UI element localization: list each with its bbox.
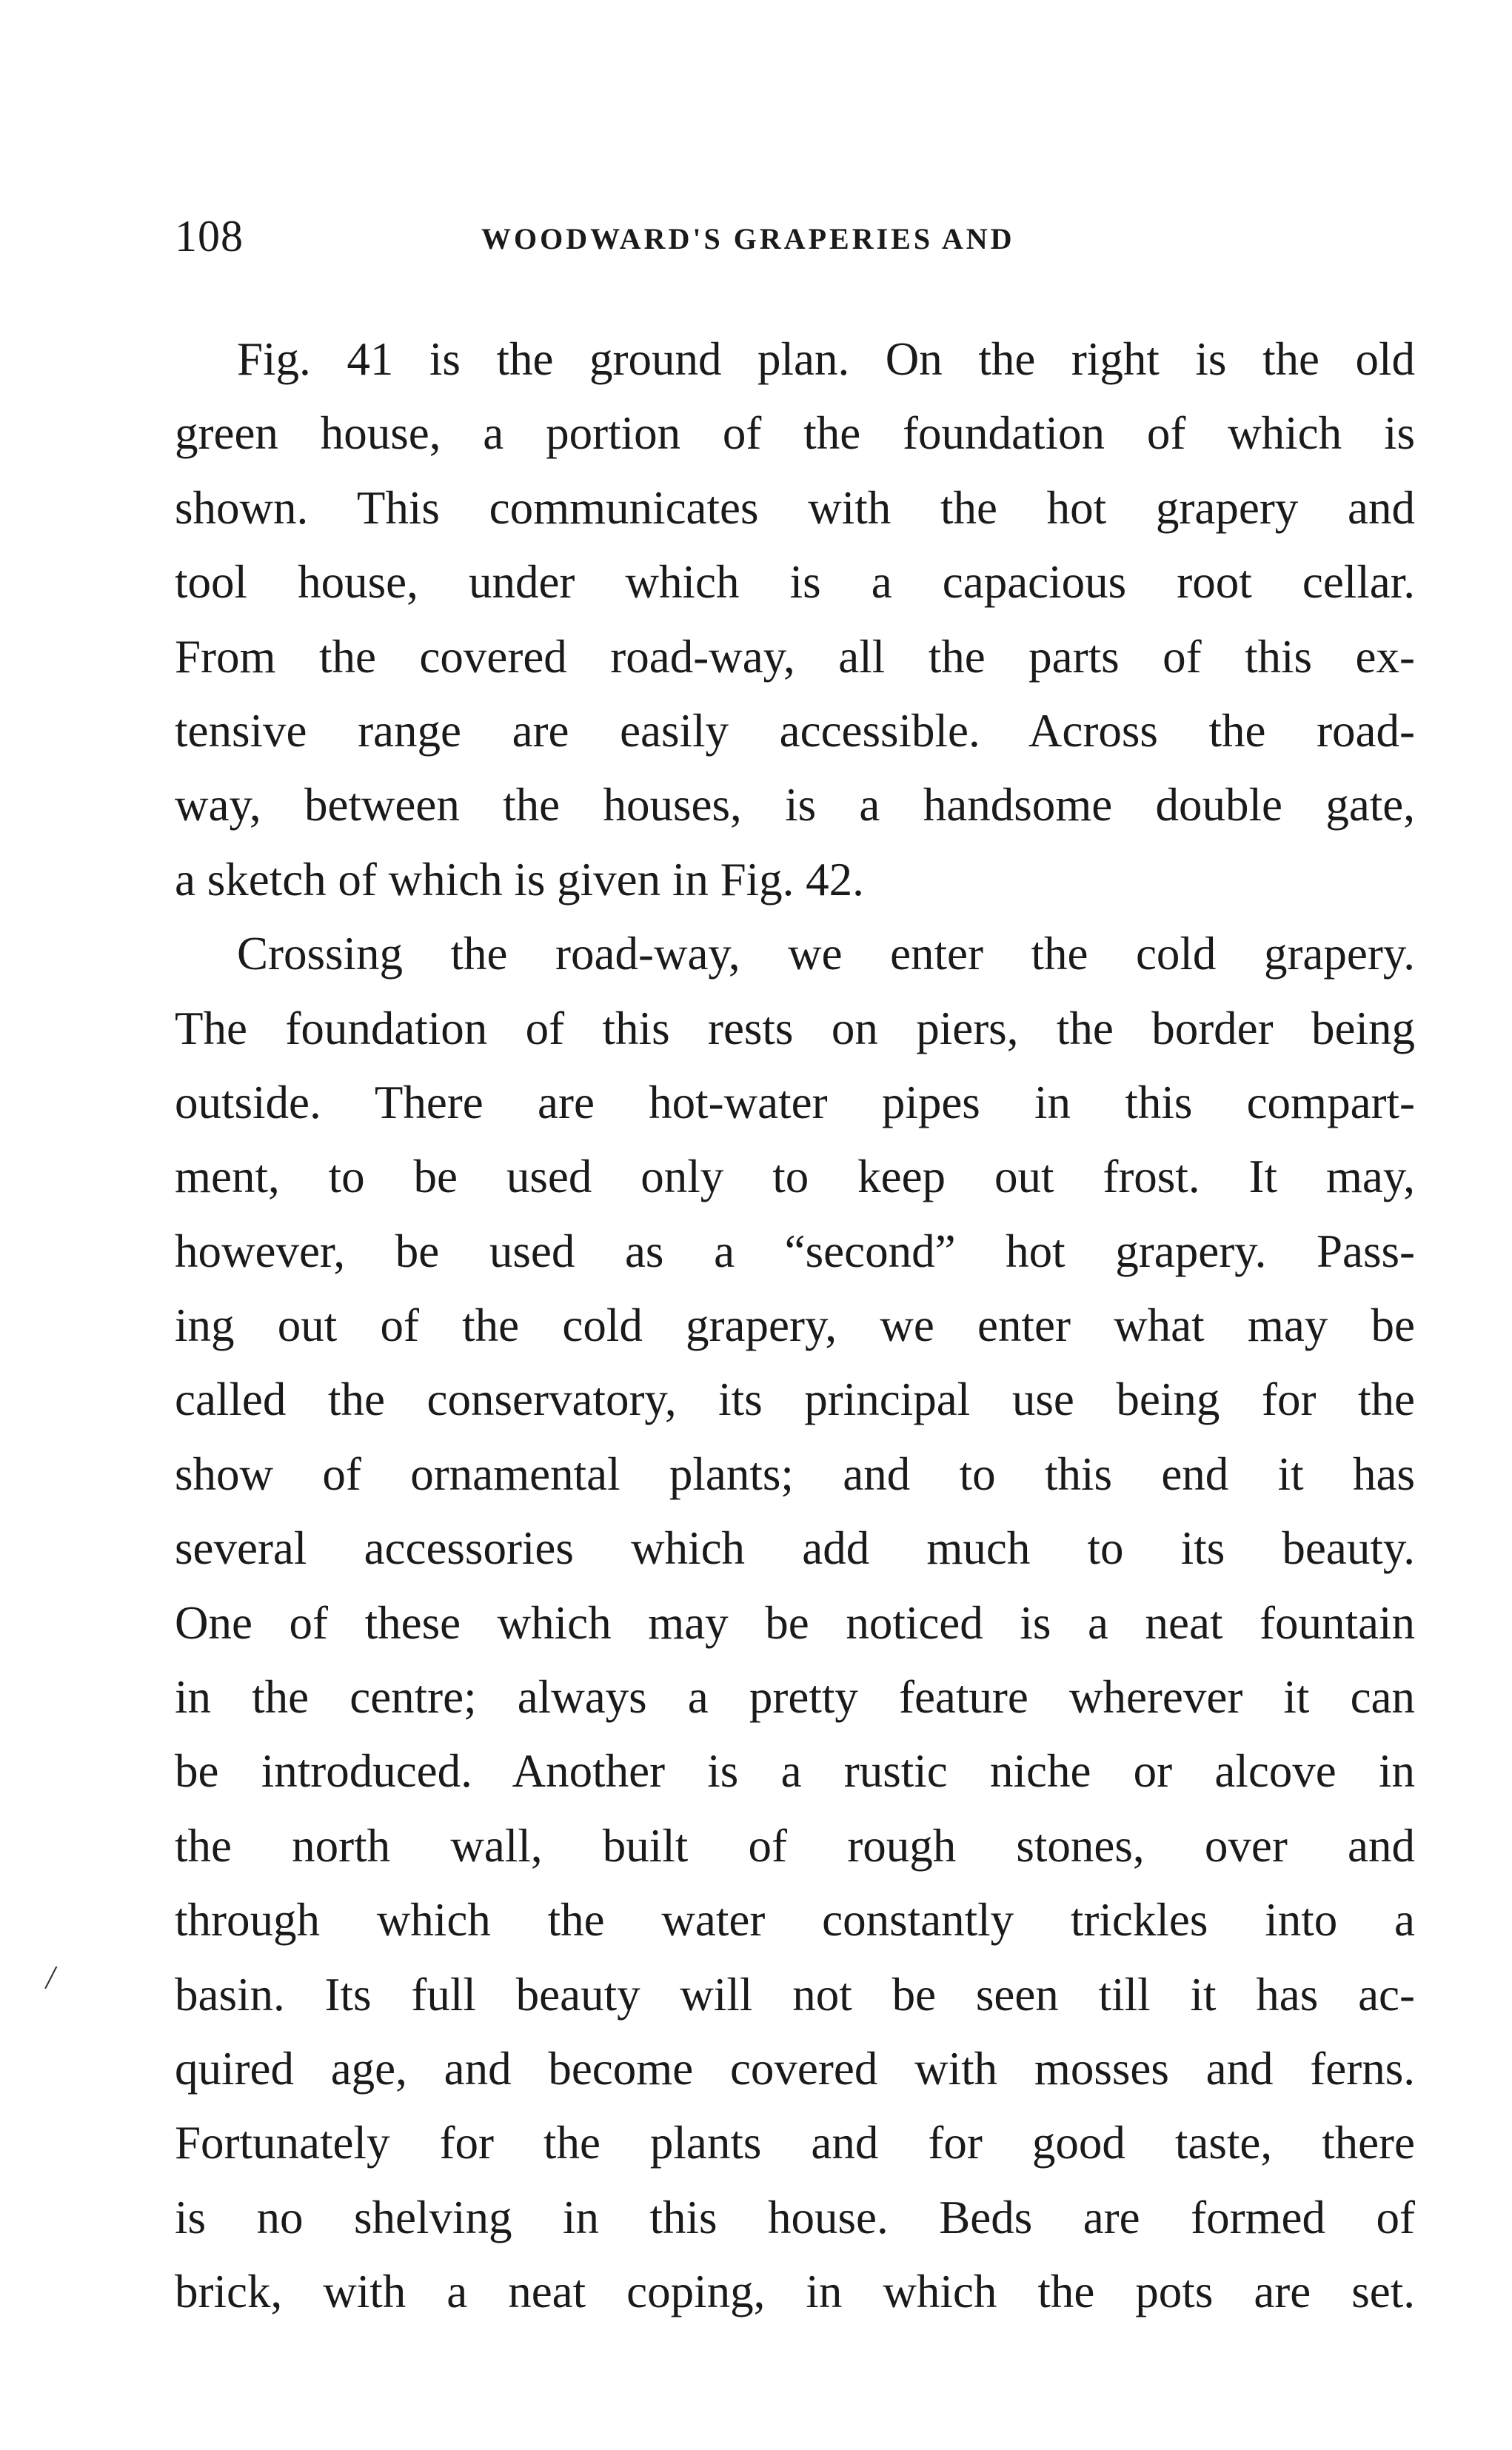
text-line: brick, with a neat coping, in which the pots are set.	[175, 2266, 1415, 2318]
text-line: is no shelving in this house. Beds are formed of	[175, 2191, 1415, 2243]
text-line: be introduced. Another is a rustic niche or alcove in	[175, 1745, 1415, 1798]
text-line: way, between the houses, is a handsome double gate,	[175, 779, 1415, 831]
body-text	[175, 322, 1415, 2329]
text-line: One of these which may be noticed is a neat fountain	[175, 1596, 1415, 1649]
text-line: From the covered road-way, all the parts of this ex-	[175, 630, 1415, 683]
text-line: Fortunately for the plants and for good taste, there	[175, 2117, 1415, 2169]
text-line: ment, to be used only to keep out frost. It may,	[175, 1151, 1415, 1203]
text-line: called the conservatory, its principal use being for the	[175, 1373, 1415, 1426]
text-line: show of ornamental plants; and to this end it has	[175, 1447, 1415, 1500]
text-line: ing out of the cold grapery, we enter what may be	[175, 1299, 1415, 1352]
text-line: green house, a portion of the foundation of which is	[175, 407, 1415, 460]
text-line: the north wall, built of rough stones, over and	[175, 1819, 1415, 1872]
page-number: 108	[175, 212, 244, 261]
text-line: tensive range are easily accessible. Across the road-	[175, 704, 1415, 757]
running-title: WOODWARD'S GRAPERIES AND	[481, 222, 1015, 255]
text-line: The foundation of this rests on piers, the border being	[175, 1002, 1415, 1054]
text-line: shown. This communicates with the hot grapery and	[175, 481, 1415, 534]
page-header	[175, 211, 1419, 263]
text-line: several accessories which add much to its beauty.	[175, 1522, 1415, 1575]
text-line: in the centre; always a pretty feature wherever it can	[175, 1671, 1415, 1724]
text-line: however, be used as a “second” hot grapery. Pass-	[175, 1225, 1415, 1277]
text-line: tool house, under which is a capacious root cellar.	[175, 556, 1415, 609]
text-line: quired age, and become covered with mosses and ferns.	[175, 2042, 1415, 2095]
text-line: through which the water constantly trickles into a	[175, 1894, 1415, 1947]
margin-pencil-mark: /	[46, 1959, 56, 1995]
text-line: Crossing the road-way, we enter the cold grapery.	[237, 928, 1415, 980]
text-line: basin. Its full beauty will not be seen till it has ac-	[175, 1968, 1415, 2021]
text-line: a sketch of which is given in Fig. 42.	[175, 853, 864, 906]
text-line: Fig. 41 is the ground plan. On the right is the old	[237, 333, 1415, 385]
text-line: outside. There are hot-water pipes in this compart-	[175, 1076, 1415, 1128]
